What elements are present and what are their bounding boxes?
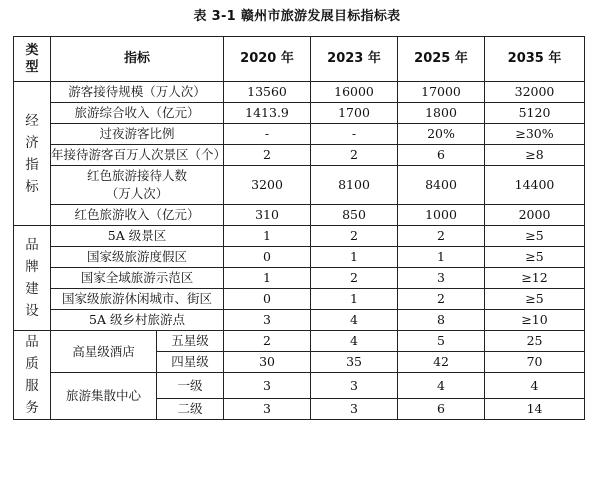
category-char: 指 xyxy=(25,156,39,173)
header-category-char: 型 xyxy=(25,60,39,75)
value-cell: 8400 xyxy=(398,166,485,205)
table-row xyxy=(14,166,585,205)
category-char: 务 xyxy=(25,400,39,416)
value-cell: 2 xyxy=(224,145,311,166)
targets-table xyxy=(13,36,585,420)
indicator-label: 过夜游客比例 xyxy=(51,124,224,145)
indicator-label: 5A 级乡村旅游点 xyxy=(51,310,224,331)
table-row xyxy=(14,124,585,145)
value-cell: 70 xyxy=(485,352,585,373)
indicator-label: 国家级旅游度假区 xyxy=(51,247,224,268)
value-cell: 5120 xyxy=(485,103,585,124)
value-cell: 30 xyxy=(224,352,311,373)
value-cell: 25 xyxy=(485,331,585,352)
category-char: 质 xyxy=(25,356,39,372)
value-cell: 16000 xyxy=(311,82,398,103)
value-cell: 2 xyxy=(311,145,398,166)
table-row xyxy=(14,331,585,352)
value-cell: 1800 xyxy=(398,103,485,124)
value-cell: 3 xyxy=(224,310,311,331)
category-char: 牌 xyxy=(25,259,39,275)
indicator-label: 5A 级景区 xyxy=(51,226,224,247)
indicator-label: 年接待游客百万人次景区（个） xyxy=(51,145,224,166)
value-cell: 1413.9 xyxy=(224,103,311,124)
category-char: 设 xyxy=(25,303,39,319)
value-cell: 2 xyxy=(398,289,485,310)
category-char: 经 xyxy=(25,112,39,129)
value-cell: 4 xyxy=(398,373,485,399)
value-cell: 310 xyxy=(224,205,311,226)
table-row xyxy=(14,289,585,310)
table-row xyxy=(14,205,585,226)
value-cell: 42 xyxy=(398,352,485,373)
table-row xyxy=(14,145,585,166)
value-cell: 0 xyxy=(224,289,311,310)
sub-indicator-label: 二级 xyxy=(157,399,224,420)
value-cell: 1000 xyxy=(398,205,485,226)
table-row xyxy=(14,310,585,331)
table-row xyxy=(14,247,585,268)
category-brand xyxy=(14,226,51,331)
value-cell: 20% xyxy=(398,124,485,145)
category-char: 品 xyxy=(25,334,39,350)
sub-indicator-label: 五星级 xyxy=(157,331,224,352)
value-cell: 17000 xyxy=(398,82,485,103)
value-cell: - xyxy=(311,124,398,145)
value-cell: 1 xyxy=(224,226,311,247)
value-cell: 1 xyxy=(398,247,485,268)
value-cell: 1 xyxy=(224,268,311,289)
header-category-char: 类 xyxy=(25,43,39,58)
value-cell: 8100 xyxy=(311,166,398,205)
indicator-label: 国家级旅游休闲城市、街区 xyxy=(51,289,224,310)
value-cell: ≥5 xyxy=(485,289,585,310)
value-cell: ≥8 xyxy=(485,145,585,166)
value-cell: 2 xyxy=(398,226,485,247)
header-category xyxy=(14,37,51,82)
header-indicator: 指标 xyxy=(51,37,224,82)
value-cell: 3 xyxy=(311,399,398,420)
indicator-label-line: （万人次） xyxy=(105,186,169,201)
value-cell: 2 xyxy=(311,268,398,289)
sub-indicator-label: 一级 xyxy=(157,373,224,399)
value-cell: 3 xyxy=(224,373,311,399)
table-row xyxy=(14,268,585,289)
value-cell: 850 xyxy=(311,205,398,226)
category-char: 标 xyxy=(25,178,39,195)
value-cell: 4 xyxy=(311,310,398,331)
value-cell: 3 xyxy=(224,399,311,420)
table-row xyxy=(14,226,585,247)
group-label: 高星级酒店 xyxy=(51,331,157,373)
indicator-label xyxy=(51,166,224,205)
category-quality xyxy=(14,331,51,420)
value-cell: 0 xyxy=(224,247,311,268)
table-title: 表 3-1 赣州市旅游发展目标指标表 xyxy=(193,9,401,24)
header-year-2025: 2025 年 xyxy=(398,37,485,82)
header-row xyxy=(14,37,585,82)
value-cell: 2 xyxy=(311,226,398,247)
group-label: 旅游集散中心 xyxy=(51,373,157,420)
indicator-label-line: 红色旅游接待人数 xyxy=(87,168,188,183)
indicator-label: 游客接待规模（万人次） xyxy=(51,82,224,103)
indicator-label: 旅游综合收入（亿元） xyxy=(51,103,224,124)
value-cell: 32000 xyxy=(485,82,585,103)
value-cell: 14400 xyxy=(485,166,585,205)
value-cell: 3200 xyxy=(224,166,311,205)
value-cell: ≥10 xyxy=(485,310,585,331)
category-char: 品 xyxy=(25,237,39,253)
value-cell: 2 xyxy=(224,331,311,352)
category-char: 建 xyxy=(25,281,39,297)
value-cell: 1700 xyxy=(311,103,398,124)
sub-indicator-label: 四星级 xyxy=(157,352,224,373)
category-char: 济 xyxy=(25,134,39,151)
table-row xyxy=(14,373,585,399)
value-cell: ≥5 xyxy=(485,247,585,268)
value-cell: 13560 xyxy=(224,82,311,103)
value-cell: 3 xyxy=(311,373,398,399)
value-cell: 6 xyxy=(398,399,485,420)
value-cell: 1 xyxy=(311,289,398,310)
value-cell: 1 xyxy=(311,247,398,268)
value-cell: 35 xyxy=(311,352,398,373)
value-cell: 4 xyxy=(311,331,398,352)
header-year-2023: 2023 年 xyxy=(311,37,398,82)
table-row xyxy=(14,82,585,103)
value-cell: 2000 xyxy=(485,205,585,226)
header-year-2035: 2035 年 xyxy=(485,37,585,82)
value-cell: 8 xyxy=(398,310,485,331)
table-row xyxy=(14,103,585,124)
category-economic xyxy=(14,82,51,226)
value-cell: 5 xyxy=(398,331,485,352)
indicator-label: 国家全域旅游示范区 xyxy=(51,268,224,289)
category-char: 服 xyxy=(25,378,39,394)
value-cell: ≥5 xyxy=(485,226,585,247)
indicator-label: 红色旅游收入（亿元） xyxy=(51,205,224,226)
value-cell: 3 xyxy=(398,268,485,289)
header-year-2020: 2020 年 xyxy=(224,37,311,82)
value-cell: ≥30% xyxy=(485,124,585,145)
value-cell: ≥12 xyxy=(485,268,585,289)
value-cell: 14 xyxy=(485,399,585,420)
value-cell: 4 xyxy=(485,373,585,399)
value-cell: - xyxy=(224,124,311,145)
value-cell: 6 xyxy=(398,145,485,166)
